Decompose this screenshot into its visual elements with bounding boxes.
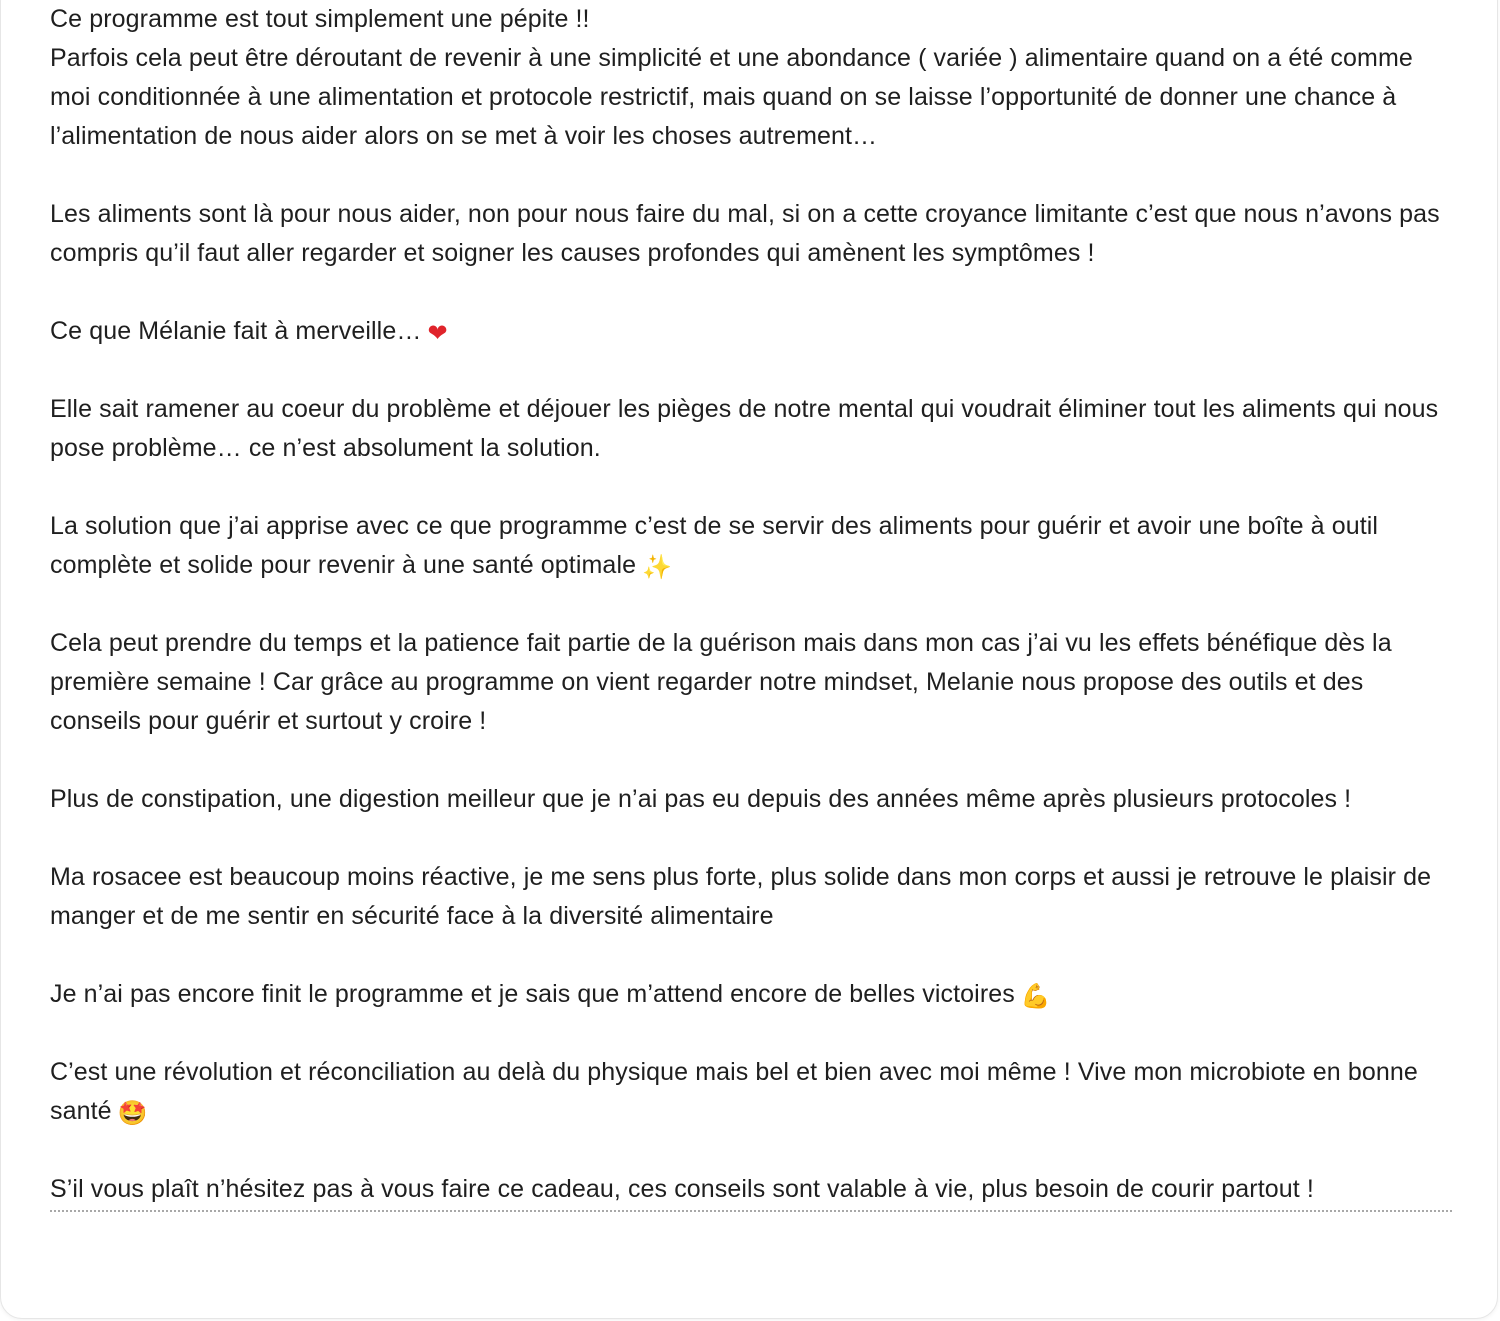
review-text-editor[interactable] [50, 0, 1460, 1212]
heart-icon: ❤ [427, 320, 448, 347]
paragraph-10-text: C’est une révolution et réconciliation au delà du physique mais bel et bien avec moi même ! Vive mon microbiote en bonne santé [50, 1058, 1418, 1125]
paragraph-9 [50, 975, 1460, 1014]
paragraph-7: Plus de constipation, une digestion meilleur que je n’ai pas eu depuis des années même après plusieurs protocoles ! [50, 785, 1352, 813]
paragraph-3-text: Ce que Mélanie fait à merveille… [50, 317, 422, 345]
intro-line [50, 0, 1460, 39]
paragraph-1: Parfois cela peut être déroutant de revenir à une simplicité et une abondance ( variée ) alimentaire quand on a été comme moi conditionnée à une alimentation et protocole restrictif, mais quand on se laisse l’opportunité de donner une chance à l’alimentation de nous aider alors on se met à voir les choses autrement… [50, 44, 1413, 150]
paragraph-5 [50, 507, 1460, 585]
paragraph-4: Elle sait ramener au coeur du problème et déjouer les pièges de notre mental qui voudrait éliminer tout les aliments qui nous pose problème… ce n’est absolument la solution. [50, 395, 1439, 462]
paragraph-3 [50, 312, 1460, 351]
paragraph-10 [50, 1053, 1460, 1131]
sparkles-icon: ✨ [642, 554, 673, 581]
paragraph-8: Ma rosacee est beaucoup moins réactive, je me sens plus forte, plus solide dans mon corps et aussi je retrouve le plaisir de manger et de me sentir en sécurité face à la diversité alimentaire [50, 863, 1432, 930]
paragraph-11: S’il vous plaît n’hésitez pas à vous faire ce cadeau, ces conseils sont valable à vie, plus besoin de courir partout ! [50, 1170, 1452, 1212]
paragraph-5-text: La solution que j’ai apprise avec ce que programme c’est de se servir des aliments pour guérir et avoir une boîte à outil complète et solide pour revenir à une santé optimale [50, 512, 1379, 579]
intro-title: Ce programme est tout simplement une pépite !! [50, 5, 590, 33]
paragraph-9-text: Je n’ai pas encore finit le programme et je sais que m’attend encore de belles victoires [50, 980, 1015, 1008]
star-struck-face-icon: 🤩 [117, 1100, 148, 1127]
paragraph-6: Cela peut prendre du temps et la patience fait partie de la guérison mais dans mon cas j’ai vu les effets bénéfique dès la première semaine ! Car grâce au programme on vient regarder notre mindset, Melanie nous propose des outils et des conseils pour guérir et surtout y croire ! [50, 629, 1392, 735]
flexed-biceps-icon: 💪 [1020, 983, 1051, 1010]
paragraph-2: Les aliments sont là pour nous aider, non pour nous faire du mal, si on a cette croyance limitante c’est que nous n’avons pas compris qu’il faut aller regarder et soigner les causes profondes qui amènent les symptômes ! [50, 200, 1440, 267]
